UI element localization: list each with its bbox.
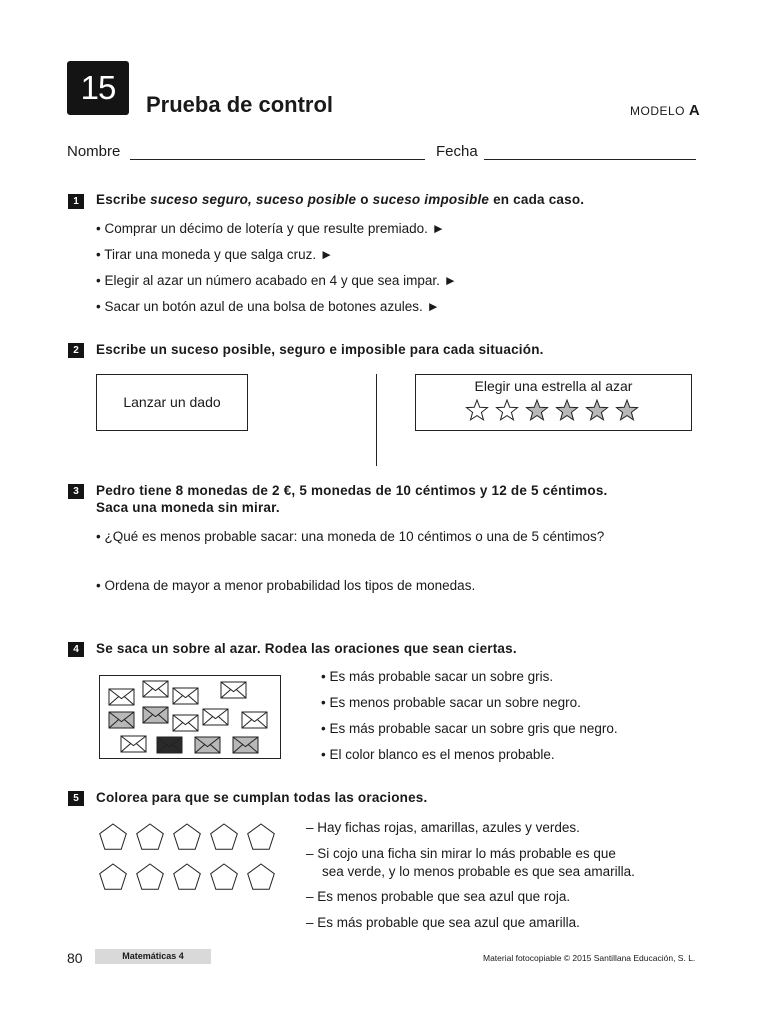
q5-item: – Es menos probable que sea azul que roja. bbox=[306, 889, 571, 904]
pentagon-chip[interactable] bbox=[248, 824, 275, 849]
unit-number-badge: 15 bbox=[67, 61, 129, 115]
pentagons-svg bbox=[98, 822, 278, 894]
date-field[interactable] bbox=[484, 159, 696, 160]
q5-item-continuation: sea verde, y lo menos probable es que sea amarilla. bbox=[322, 864, 635, 879]
page-title: Prueba de control bbox=[146, 92, 334, 117]
star-icon bbox=[467, 400, 488, 420]
question-1-prompt bbox=[96, 192, 584, 207]
star-icon bbox=[497, 400, 518, 420]
stars-group bbox=[465, 399, 645, 423]
envelope-icon bbox=[109, 689, 134, 705]
column-divider bbox=[376, 374, 377, 466]
envelopes-group bbox=[100, 676, 280, 758]
q1-prompt-emphasis: suceso imposible bbox=[372, 192, 490, 207]
envelope-icon bbox=[195, 737, 220, 753]
model-letter: A bbox=[688, 102, 701, 119]
name-label: Nombre bbox=[67, 143, 121, 160]
pentagon-chip[interactable] bbox=[211, 864, 238, 889]
question-2-prompt: Escribe un suceso posible, seguro e imposible para cada situación. bbox=[96, 342, 544, 357]
q1-prompt-part: Escribe bbox=[96, 192, 151, 207]
envelope-icon bbox=[173, 688, 198, 704]
q4-item: • Es más probable sacar un sobre gris. bbox=[321, 669, 554, 684]
q1-item: • Comprar un décimo de lotería y que resulte premiado. ► bbox=[96, 221, 446, 236]
date-label: Fecha bbox=[436, 143, 478, 160]
pentagon-chip[interactable] bbox=[137, 864, 164, 889]
pentagon-chip[interactable] bbox=[174, 824, 201, 849]
dice-situation-box bbox=[96, 374, 248, 431]
q1-prompt-part: o bbox=[356, 192, 373, 207]
q1-item: • Elegir al azar un número acabado en 4 y que sea impar. ► bbox=[96, 273, 458, 288]
star-icon bbox=[527, 400, 548, 420]
q5-item: – Es más probable que sea azul que amarilla. bbox=[306, 915, 580, 930]
envelope-icon bbox=[143, 707, 168, 723]
envelope-icon bbox=[203, 709, 228, 725]
envelope-icon bbox=[143, 681, 168, 697]
stars-situation-box bbox=[415, 374, 692, 431]
q4-item: • Es más probable sacar un sobre gris que negro. bbox=[321, 721, 618, 736]
envelope-icon bbox=[242, 712, 267, 728]
question-4-number: 4 bbox=[68, 642, 84, 657]
envelope-icon bbox=[221, 682, 246, 698]
q5-item: – Hay fichas rojas, amarillas, azules y verdes. bbox=[306, 820, 580, 835]
pentagon-chip[interactable] bbox=[100, 864, 127, 889]
copyright-notice: Material fotocopiable © 2015 Santillana Educación, S. L. bbox=[483, 953, 696, 963]
question-4-prompt: Se saca un sobre al azar. Rodea las oraciones que sean ciertas. bbox=[96, 641, 517, 656]
stars-svg bbox=[465, 399, 645, 423]
question-2-number: 2 bbox=[68, 343, 84, 358]
q1-prompt-emphasis: suceso seguro, suceso posible bbox=[150, 192, 357, 207]
question-3-prompt-line2: Saca una moneda sin mirar. bbox=[96, 500, 280, 515]
model-label bbox=[630, 102, 700, 119]
envelope-icon bbox=[173, 715, 198, 731]
question-3-number: 3 bbox=[68, 484, 84, 499]
envelopes-svg bbox=[100, 676, 280, 758]
name-field[interactable] bbox=[130, 159, 425, 160]
book-title-tab: Matemáticas 4 bbox=[95, 949, 211, 964]
question-1-number: 1 bbox=[68, 194, 84, 209]
star-icon bbox=[587, 400, 608, 420]
q4-item: • El color blanco es el menos probable. bbox=[321, 747, 555, 762]
pentagon-chip[interactable] bbox=[137, 824, 164, 849]
pentagons-group bbox=[98, 822, 278, 894]
question-3-prompt-line1: Pedro tiene 8 monedas de 2 €, 5 monedas de 10 céntimos y 12 de 5 céntimos. bbox=[96, 483, 608, 498]
question-5-number: 5 bbox=[68, 791, 84, 806]
q4-item: • Es menos probable sacar un sobre negro. bbox=[321, 695, 581, 710]
envelope-icon bbox=[121, 736, 146, 752]
question-5-prompt: Colorea para que se cumplan todas las oraciones. bbox=[96, 790, 428, 805]
pentagon-chip[interactable] bbox=[248, 864, 275, 889]
dice-situation-label: Lanzar un dado bbox=[123, 394, 221, 410]
pentagon-chip[interactable] bbox=[174, 864, 201, 889]
pentagon-chip[interactable] bbox=[100, 824, 127, 849]
envelope-icon bbox=[157, 737, 182, 753]
q3-item: • Ordena de mayor a menor probabilidad los tipos de monedas. bbox=[96, 578, 476, 593]
star-icon bbox=[617, 400, 638, 420]
pentagon-chip[interactable] bbox=[211, 824, 238, 849]
envelope-icon bbox=[233, 737, 258, 753]
q1-prompt-part: en cada caso. bbox=[489, 192, 585, 207]
page-number: 80 bbox=[67, 950, 83, 966]
q3-item: • ¿Qué es menos probable sacar: una moneda de 10 céntimos o una de 5 céntimos? bbox=[96, 529, 605, 544]
stars-situation-label: Elegir una estrella al azar bbox=[474, 378, 633, 394]
envelopes-box bbox=[99, 675, 281, 759]
envelope-icon bbox=[109, 712, 134, 728]
star-icon bbox=[557, 400, 578, 420]
model-label-text: MODELO bbox=[630, 104, 686, 118]
q1-item: • Tirar una moneda y que salga cruz. ► bbox=[96, 247, 334, 262]
q1-item: • Sacar un botón azul de una bolsa de botones azules. ► bbox=[96, 299, 440, 314]
q5-item: – Si cojo una ficha sin mirar lo más probable es que bbox=[306, 846, 616, 861]
